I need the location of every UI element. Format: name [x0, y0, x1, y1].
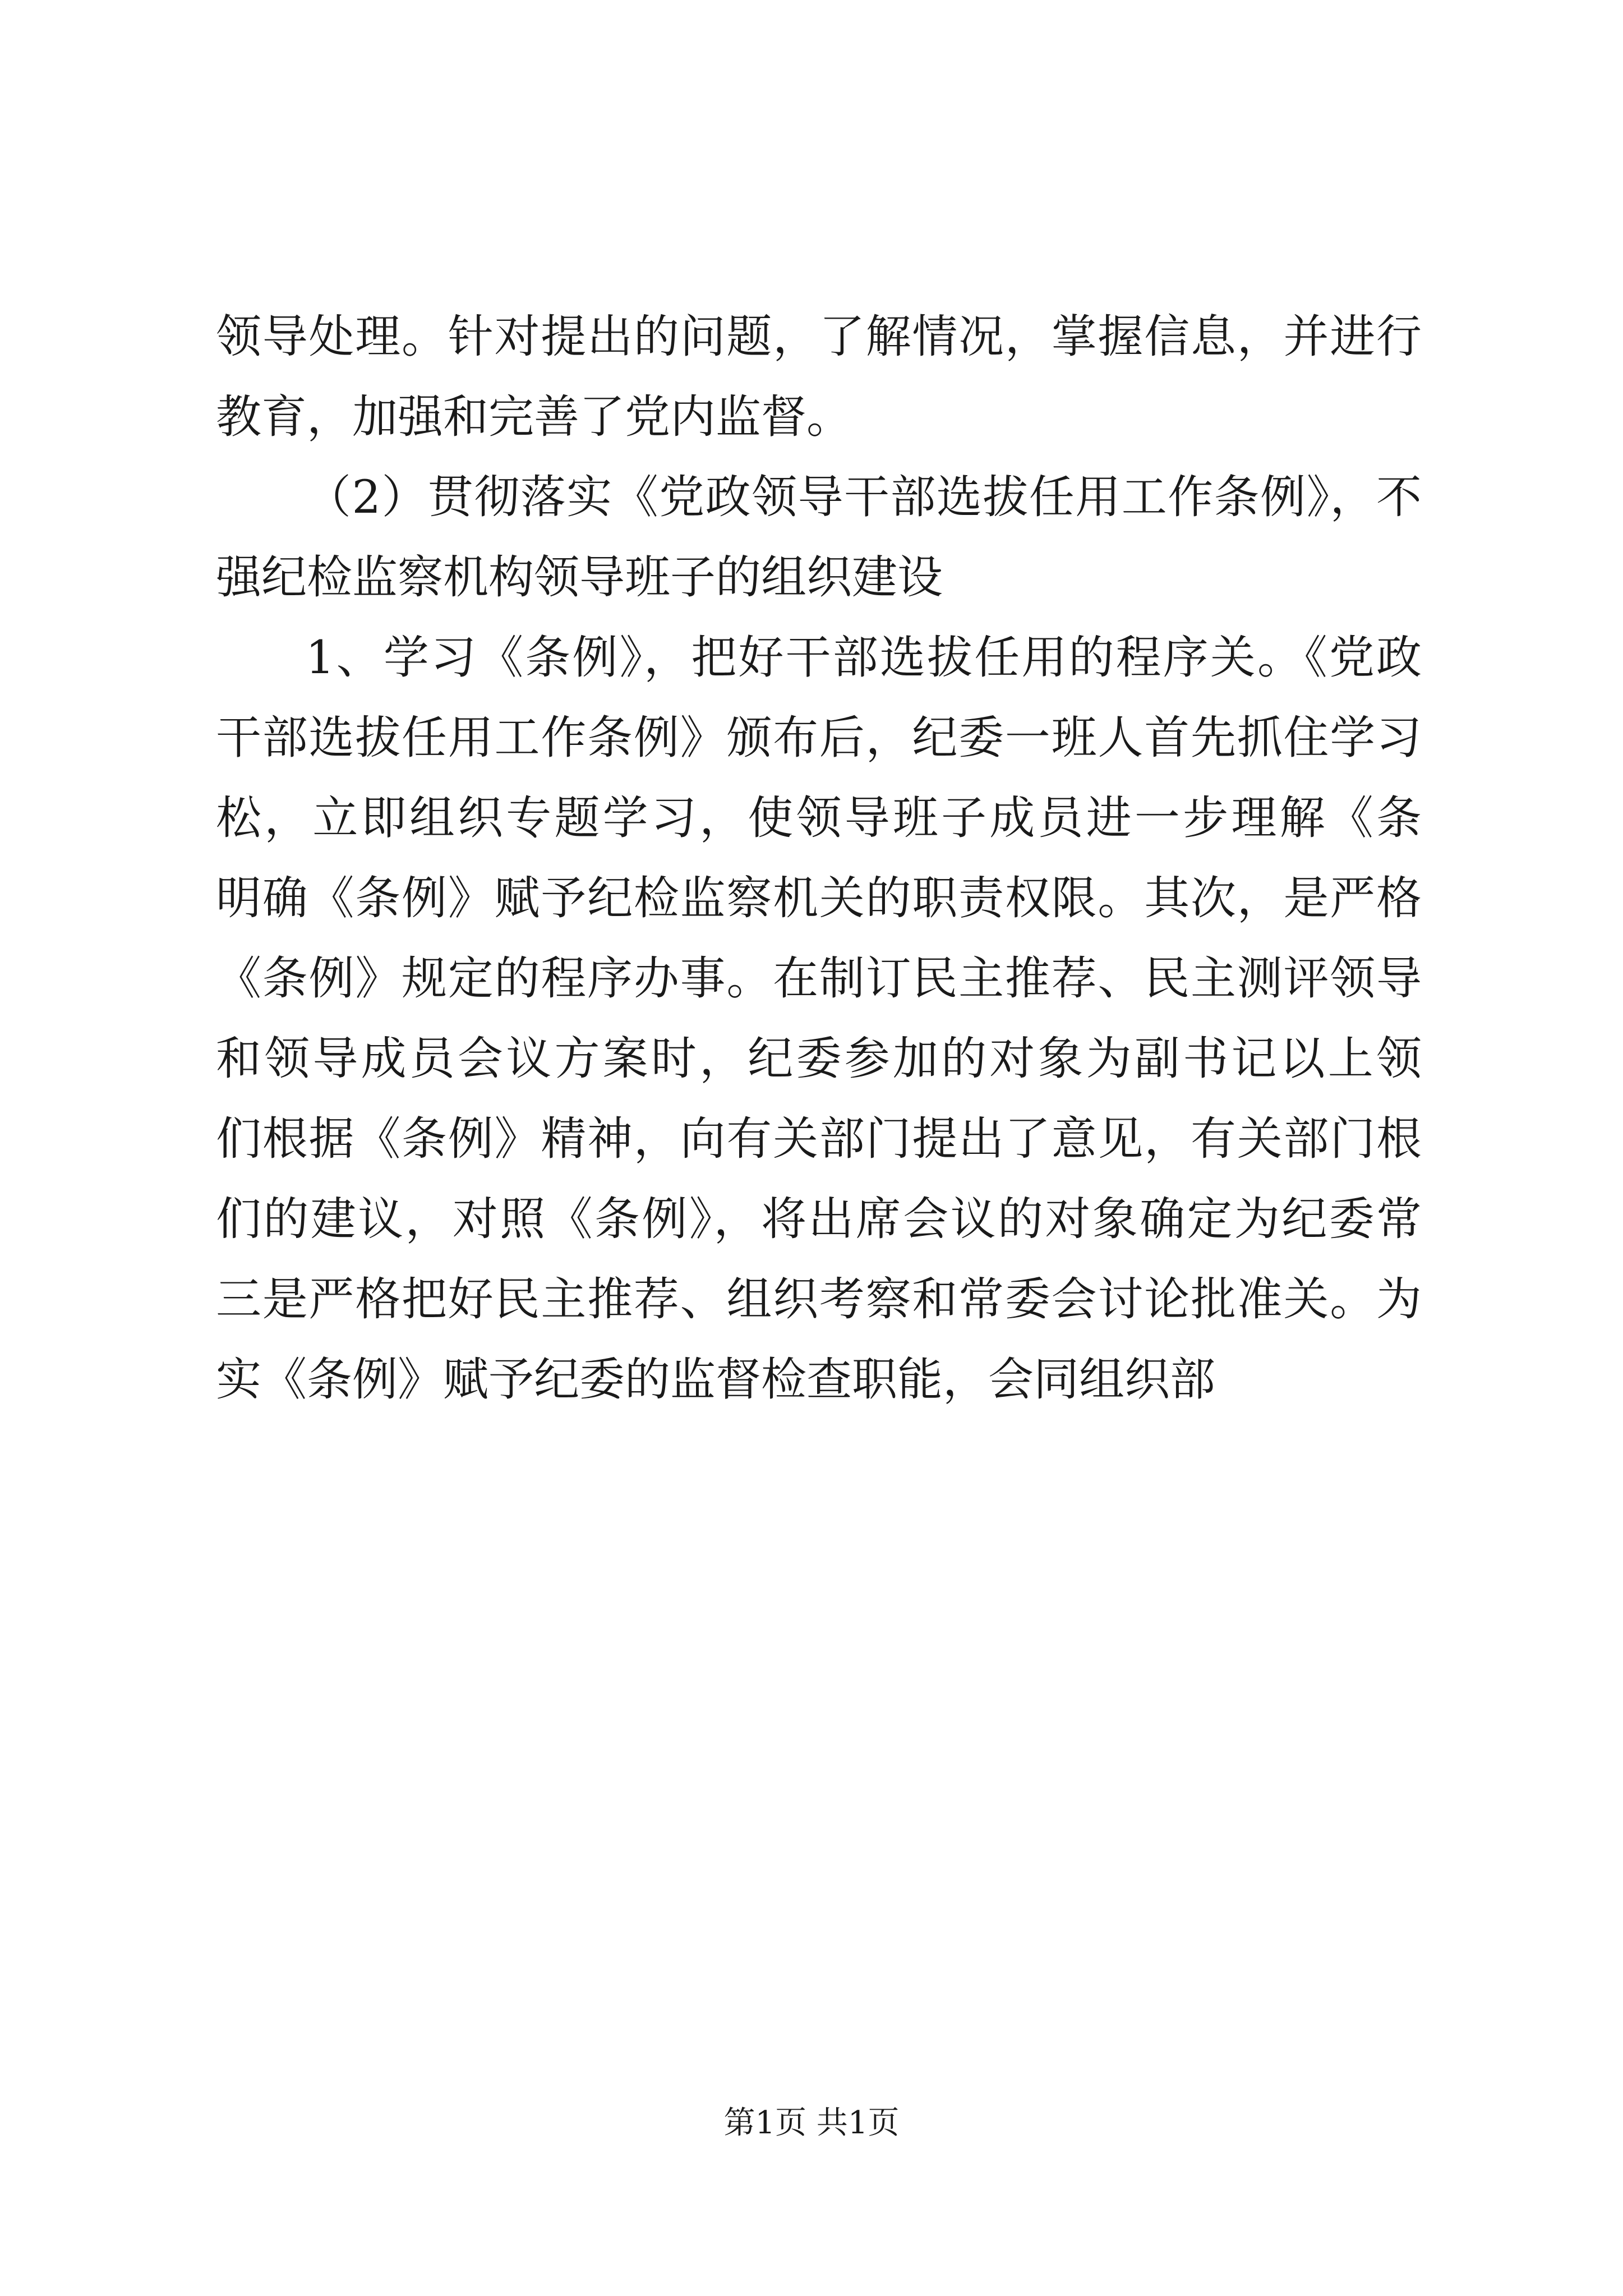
text-line: 们的建议，对照《条例》，将出席会议的对象确定为纪委常: [216, 1193, 1422, 1246]
text-line: （2）贯彻落实《党政领导干部选拔任用工作条例》，不: [306, 471, 1422, 524]
page-footer: 第1页 共1页: [723, 2105, 900, 2141]
text-line: 明确《条例》赋予纪检监察机关的职责权限。其次，是严格: [216, 872, 1422, 925]
text-line: 们根据《条例》精神，向有关部门提出了意见，有关部门根: [216, 1113, 1422, 1166]
text-line: 三是严格把好民主推荐、组织考察和常委会讨论批准关。为: [216, 1273, 1422, 1326]
text-line: 干部选拔任用工作条例》颁布后，纪委一班人首先抓住学习: [216, 712, 1422, 765]
text-line: 1、学习《条例》，把好干部选拔任用的程序关。《党政: [306, 632, 1422, 684]
text-line: 教育，加强和完善了党内监督。: [216, 391, 852, 444]
text-line: 强纪检监察机构领导班子的组织建设: [216, 551, 943, 604]
text-line: 领导处理。针对提出的问题，了解情况，掌握信息，并进行: [216, 311, 1422, 364]
text-line: 松，立即组织专题学习，使领导班子成员进一步理解《条: [216, 792, 1422, 845]
document-body: [216, 297, 1422, 1420]
text-line: 和领导成员会议方案时，纪委参加的对象为副书记以上领: [216, 1033, 1422, 1085]
text-line: 《条例》规定的程序办事。在制订民主推荐、民主测评领导: [216, 953, 1422, 1005]
text-line: 实《条例》赋予纪委的监督检查职能，会同组织部: [216, 1354, 1216, 1406]
